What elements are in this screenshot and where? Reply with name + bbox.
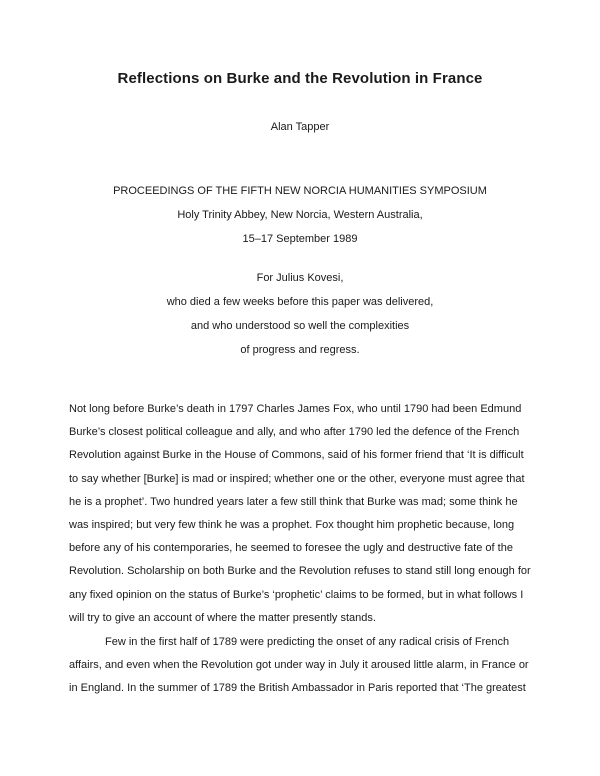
body-paragraph-2 <box>69 631 539 701</box>
text-line: Revolution. Scholarship on both Burke and the Revolution refuses to stand still long enough for <box>69 565 531 578</box>
text-line: will try to give an account of where the matter presently stands. <box>69 611 376 624</box>
proceedings-line: 15–17 September 1989 <box>242 233 358 245</box>
text-line: in England. In the summer of 1789 the British Ambassador in Paris reported that ‘The greatest <box>69 682 526 695</box>
text-line: Burke’s closest political colleague and ally, and who after 1790 led the defence of the French <box>69 426 520 439</box>
dedication-line: For Julius Kovesi, <box>256 272 344 284</box>
dedication-block <box>0 266 600 362</box>
text-line: before any of his contemporaries, he seemed to foresee the ugly and destructive fate of the <box>69 542 513 555</box>
dedication-line: who died a few weeks before this paper was delivered, <box>166 296 434 308</box>
text-line: any fixed opinion on the status of Burke’s ‘prophetic’ claims to be formed, but in what follows I <box>69 588 524 601</box>
body-paragraph-1 <box>69 398 539 630</box>
dedication-line: and who understood so well the complexities <box>190 320 410 332</box>
dedication-line: of progress and regress. <box>240 344 360 356</box>
text-line: to say whether [Burke] is mad or inspired; whether one or the other, everyone must agree that <box>69 472 525 485</box>
paper-title: Reflections on Burke and the Revolution in France <box>117 70 483 87</box>
text-line: Not long before Burke’s death in 1797 Charles James Fox, who until 1790 had been Edmund <box>69 403 522 415</box>
text-line: Revolution against Burke in the House of Commons, said of his former friend that ‘It is difficult <box>69 449 524 462</box>
text-line: he is a prophet’. Two hundred years later a few still think that Burke was mad; some think he <box>69 495 518 508</box>
text-line: Few in the first half of 1789 were predicting the onset of any radical crisis of French <box>105 636 510 648</box>
text-line: was inspired; but very few think he was a prophet. Fox thought him prophetic because, long <box>69 519 515 532</box>
proceedings-line: Holy Trinity Abbey, New Norcia, Western Australia, <box>177 209 423 221</box>
author-name: Alan Tapper <box>270 121 330 133</box>
proceedings-block <box>0 179 600 251</box>
proceedings-line: PROCEEDINGS OF THE FIFTH NEW NORCIA HUMANITIES SYMPOSIUM <box>113 185 487 197</box>
text-line: affairs, and even when the Revolution got under way in July it aroused little alarm, in France or <box>69 659 529 672</box>
